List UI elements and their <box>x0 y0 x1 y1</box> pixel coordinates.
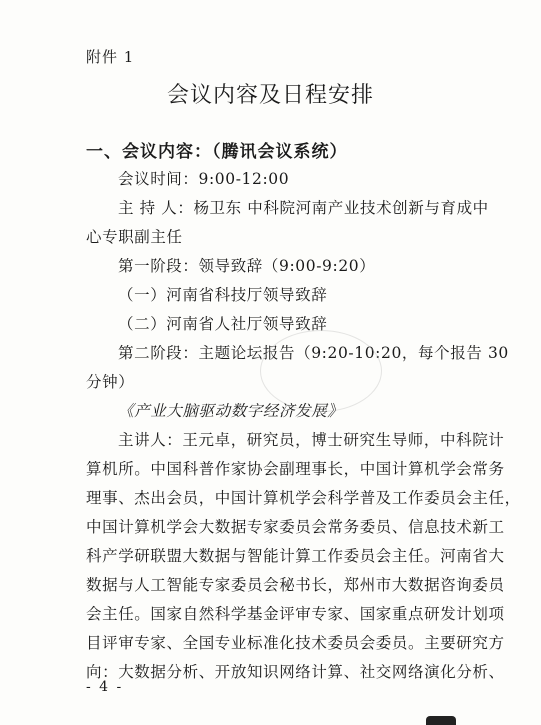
speaker-line: 向：大数据分析、开放知识网络计算、社交网络演化分析、 <box>86 663 505 681</box>
speaker-line: 科产学研联盟大数据与智能计算工作委员会主任。河南省大 <box>86 547 505 565</box>
speaker-line: 主讲人：王元卓，研究员，博士研究生导师，中科院计 <box>118 431 505 449</box>
speaker-line: 目评审专家、全国专业标准化技术委员会委员。主要研究方 <box>86 634 505 652</box>
corner-mark <box>426 716 456 725</box>
section-heading: 一、会议内容：（腾讯会议系统） <box>86 142 348 162</box>
meeting-info-block <box>86 165 521 687</box>
stage-2-line-1: 第二阶段：主题论坛报告（9:20-10:20，每个报告 30 <box>118 344 509 362</box>
stage-2-line-2: 分钟） <box>86 373 135 391</box>
meeting-time: 会议时间：9:00-12:00 <box>118 170 290 188</box>
speaker-line: 会主任。国家自然科学基金评审专家、国家重点研发计划项 <box>86 605 505 623</box>
speaker-line: 算机所。中国科普作家协会副理事长，中国计算机学会常务 <box>86 460 505 478</box>
speaker-line: 理事、杰出会员，中国计算机学会科学普及工作委员会主任， <box>86 489 521 507</box>
host-line-2: 心专职副主任 <box>86 228 183 246</box>
speaker-line: 中国计算机学会大数据专家委员会常务委员、信息技术新工 <box>86 518 505 536</box>
stage-1-item-1: （一）河南省科技厅领导致辞 <box>118 286 328 304</box>
stage-1-item-2: （二）河南省人社厅领导致辞 <box>118 315 328 333</box>
talk-title: 《产业大脑驱动数字经济发展》 <box>118 402 344 420</box>
stage-1: 第一阶段：领导致辞（9:00-9:20） <box>118 257 376 275</box>
host-line-1: 主 持 人：杨卫东 中科院河南产业技术创新与育成中 <box>118 199 489 217</box>
attachment-label: 附件 1 <box>86 48 135 66</box>
speaker-line: 数据与人工智能专家委员会秘书长，郑州市大数据咨询委员 <box>86 576 505 594</box>
page-number: - 4 - <box>86 679 124 695</box>
document-title: 会议内容及日程安排 <box>166 83 374 108</box>
